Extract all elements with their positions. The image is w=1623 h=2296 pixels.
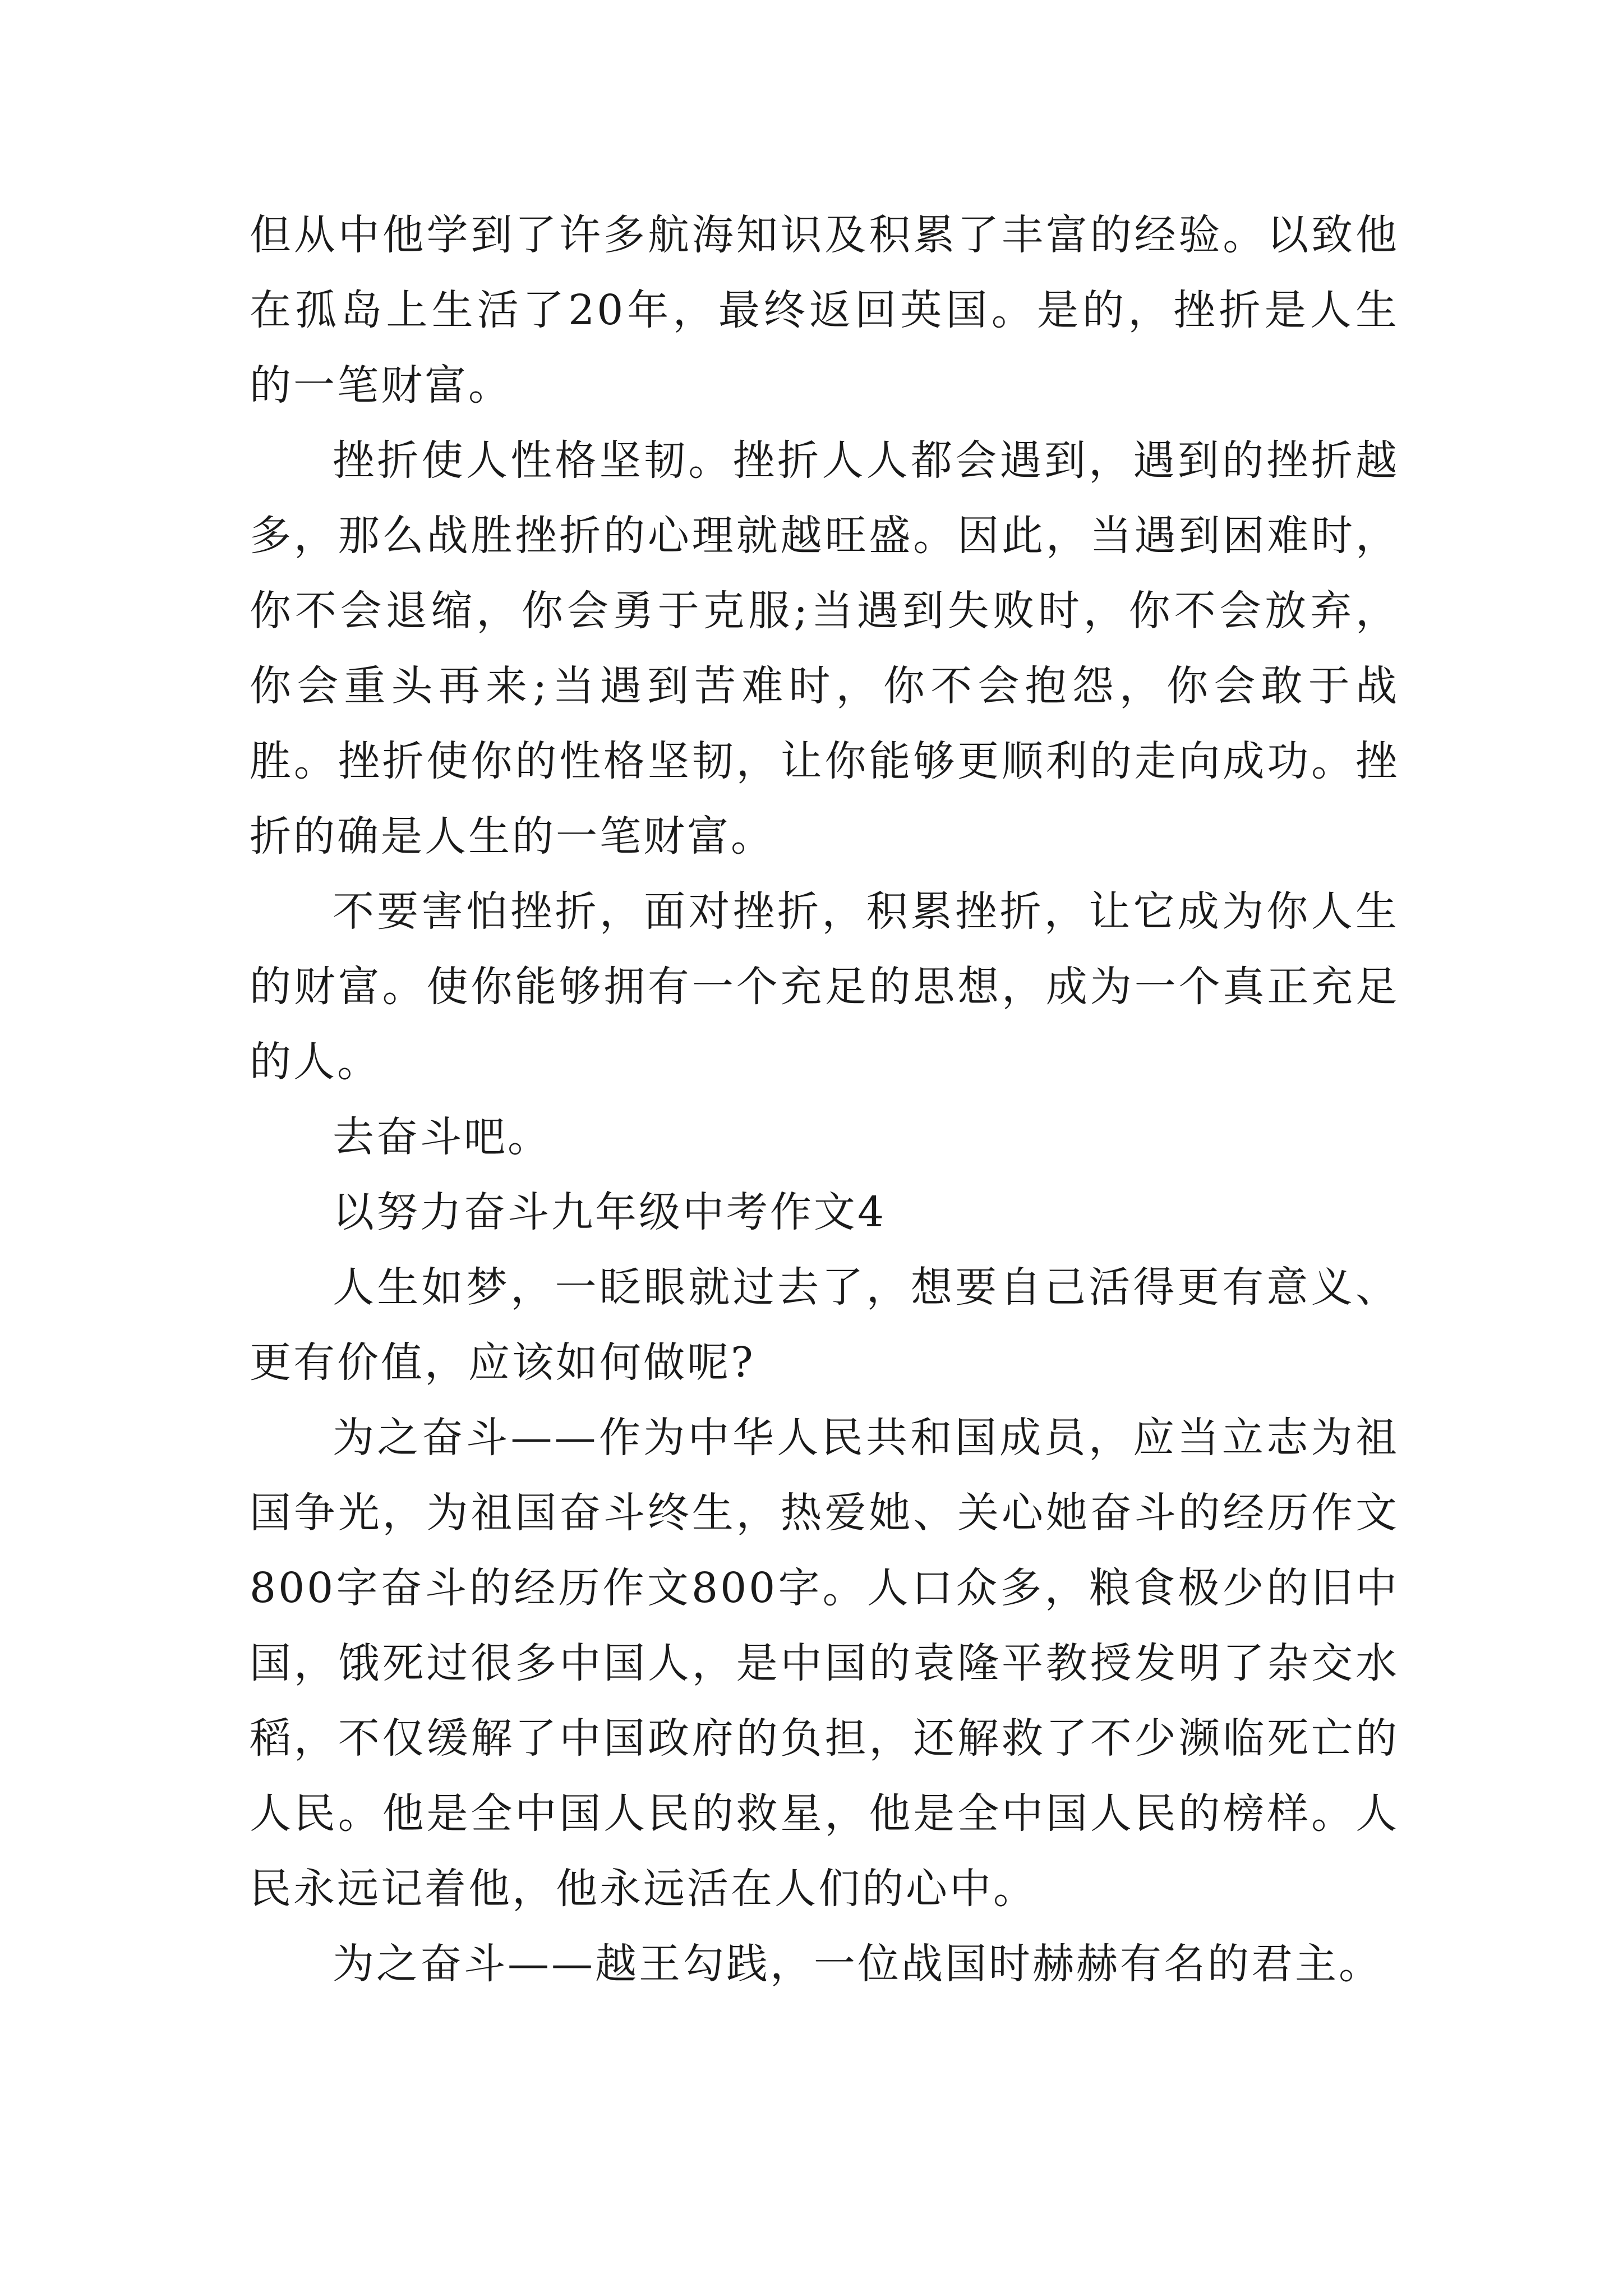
- paragraph: 去奋斗吧。: [333, 1113, 551, 1161]
- paragraph: 但从中他学到了许多航海知识及积累了丰富的经验。以致他在孤岛上生活了20年，最终返回英国。是的，挫折是人生的一笔财富。: [250, 211, 1399, 409]
- paragraph: 为之奋斗——越王勾践，一位战国时赫赫有名的君主。: [333, 1940, 1382, 1988]
- paragraph: 为之奋斗——作为中华人民共和国成员，应当立志为祖国争光，为祖国奋斗终生，热爱她、关心她奋斗的经历作文800字奋斗的经历作文800字。人口众多，粮食极少的旧中国，饿死过很多中国人，是中国的袁隆平教授发明了杂交水稻，不仅缓解了中国政府的负担，还解救了不少濒临死亡的人民。他是全中国人民的救星，他是全中国人民的榜样。人民永远记着他，他永远活在人们的心中。: [250, 1414, 1399, 1913]
- section-heading: 以努力奋斗九年级中考作文4: [333, 1188, 887, 1236]
- paragraph: 人生如梦，一眨眼就过去了，想要自己活得更有意义、更有价值，应该如何做呢?: [250, 1263, 1399, 1387]
- paragraph: 不要害怕挫折，面对挫折，积累挫折，让它成为你人生的财富。使你能够拥有一个充足的思想，成为一个真正充足的人。: [250, 887, 1399, 1086]
- body-text: [250, 197, 1399, 2001]
- paragraph: 挫折使人性格坚韧。挫折人人都会遇到，遇到的挫折越多，那么战胜挫折的心理就越旺盛。因此，当遇到困难时，你不会退缩，你会勇于克服;当遇到失败时，你不会放弃，你会重头再来;当遇到苦难时，你不会抱怨，你会敢于战胜。挫折使你的性格坚韧，让你能够更顺利的走向成功。挫折的确是人生的一笔财富。: [250, 436, 1399, 861]
